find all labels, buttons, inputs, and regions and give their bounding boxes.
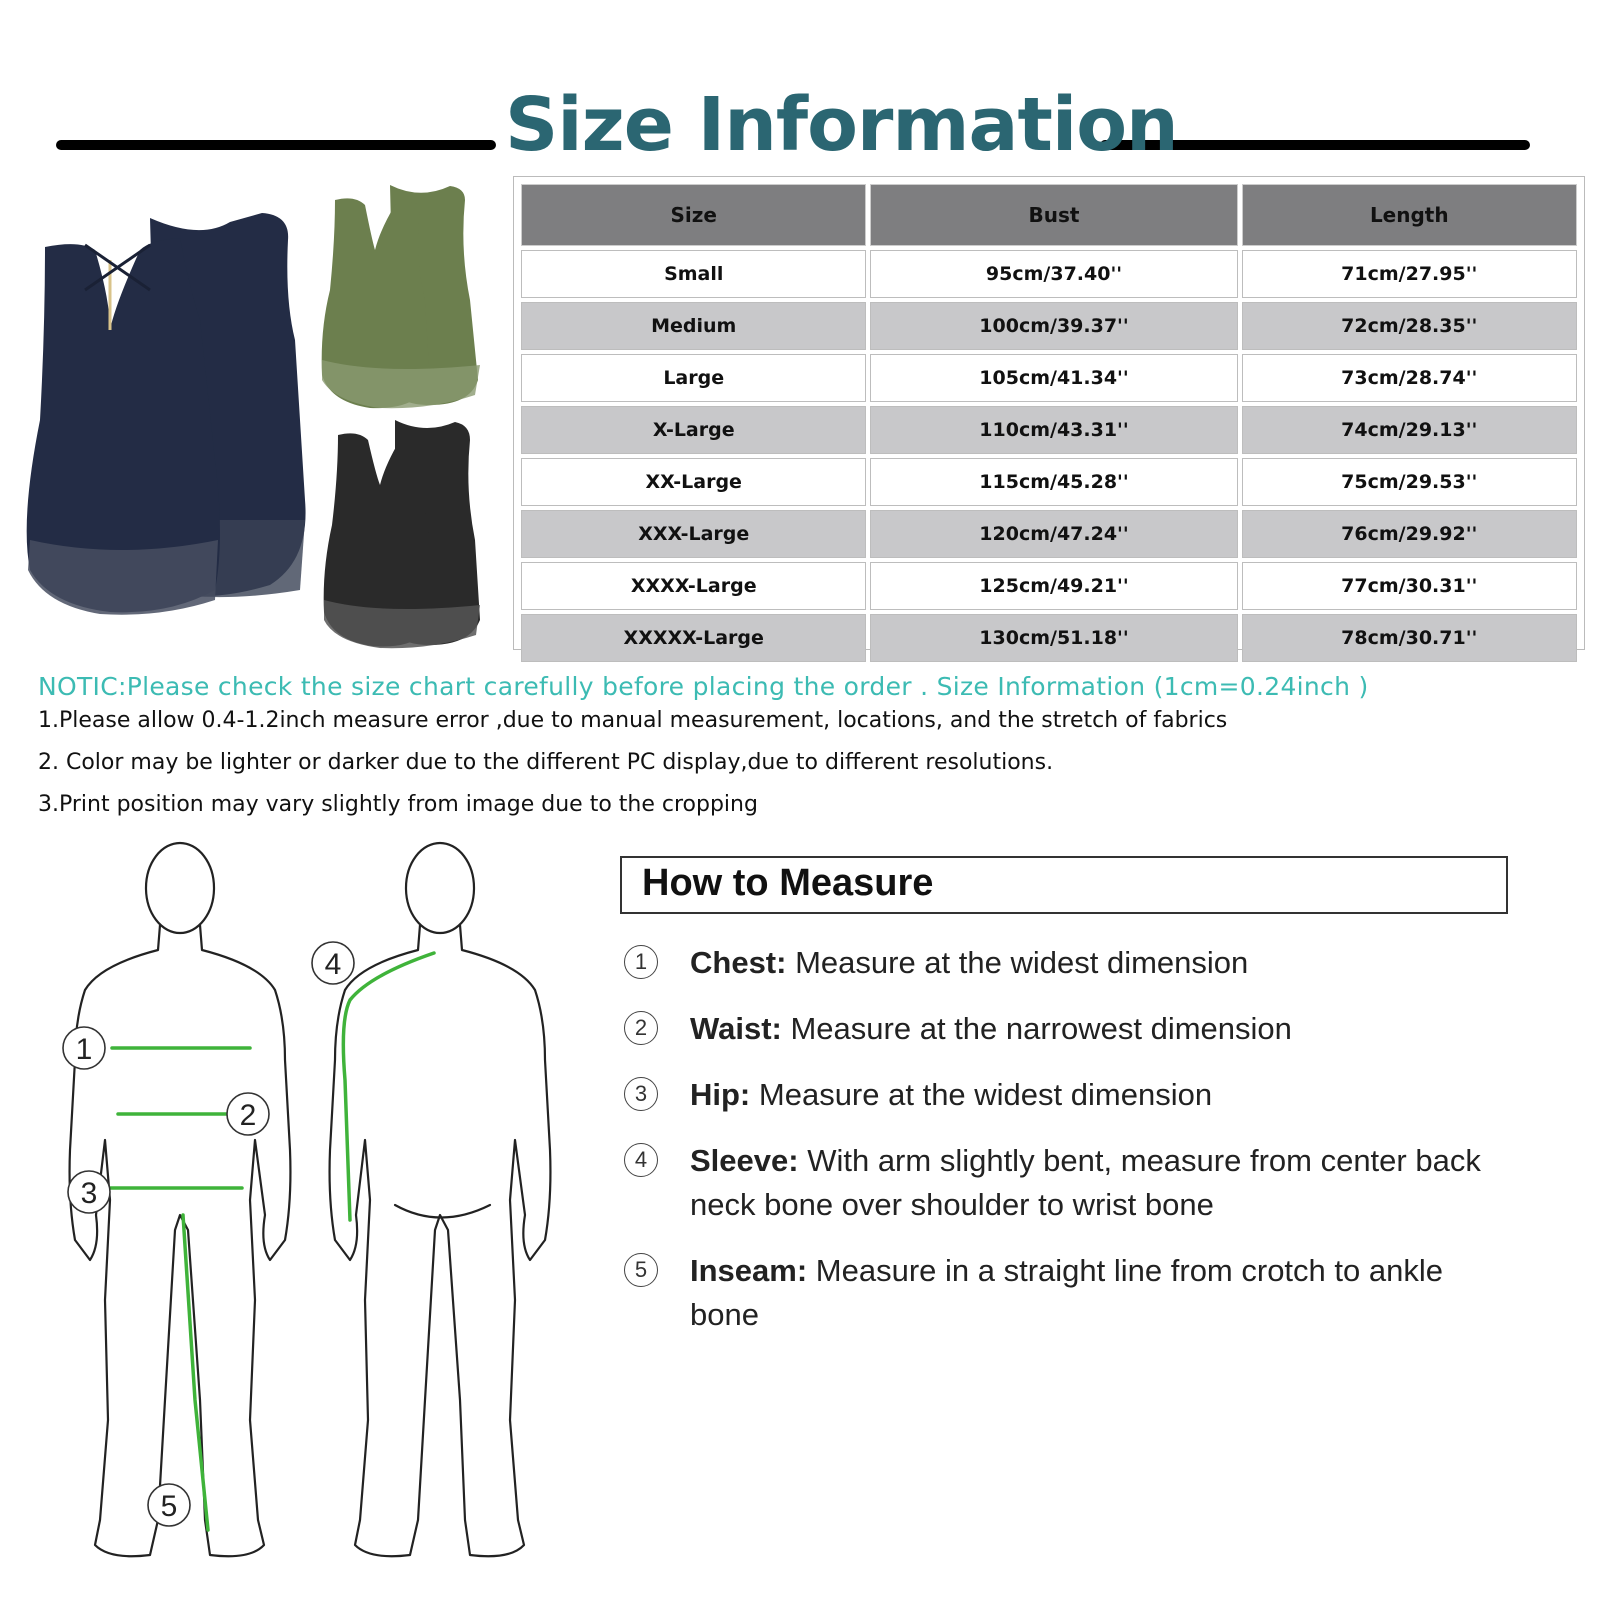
table-row — [521, 562, 1577, 610]
measure-text: Measure at the widest dimension — [795, 945, 1249, 980]
page-title: Size Information — [505, 82, 1178, 168]
measure-description — [690, 1249, 1510, 1337]
body-figures — [0, 0, 580, 1600]
note-3: 3.Print position may vary slightly from image due to the cropping — [38, 792, 758, 817]
table-row — [521, 614, 1577, 662]
figure-label-3 — [68, 1171, 110, 1213]
measure-text: Measure in a straight line from crotch to ankle bone — [690, 1253, 1443, 1332]
length-cell: 72cm/28.35'' — [1242, 302, 1577, 350]
size-table-header: Size — [521, 184, 866, 246]
svg-text:2: 2 — [239, 1099, 257, 1132]
bust-cell: 110cm/43.31'' — [870, 406, 1237, 454]
size-cell: XXXX-Large — [521, 562, 866, 610]
svg-text:1: 1 — [75, 1033, 93, 1066]
back-body-figure — [330, 843, 551, 1556]
measure-label: Inseam: — [690, 1253, 808, 1288]
table-row — [521, 250, 1577, 298]
table-row — [521, 458, 1577, 506]
table-row — [521, 354, 1577, 402]
svg-text:4: 4 — [324, 948, 342, 981]
size-cell: Medium — [521, 302, 866, 350]
length-cell: 71cm/27.95'' — [1242, 250, 1577, 298]
svg-text:5: 5 — [160, 1490, 178, 1523]
measure-label: Chest: — [690, 945, 787, 980]
measure-text: Measure at the widest dimension — [758, 1077, 1213, 1112]
note-1: 1.Please allow 0.4-1.2inch measure error ,due to manual measurement, locations, and the stretch of fabrics — [38, 708, 1228, 733]
size-cell: XXX-Large — [521, 510, 866, 558]
length-cell: 77cm/30.31'' — [1242, 562, 1577, 610]
table-row — [521, 510, 1577, 558]
table-row — [521, 406, 1577, 454]
bust-cell: 125cm/49.21'' — [870, 562, 1237, 610]
svg-text:3: 3 — [80, 1177, 98, 1210]
measure-text: Measure at the narrowest dimension — [790, 1011, 1292, 1046]
measure-label: Hip: — [690, 1077, 751, 1112]
figure-label-1 — [63, 1027, 105, 1069]
measure-description — [690, 1073, 1510, 1117]
figure-label-2 — [227, 1093, 269, 1135]
measure-description — [690, 1139, 1510, 1227]
measure-description — [690, 941, 1510, 985]
how-to-measure-header — [620, 856, 1508, 914]
measure-description — [690, 1007, 1510, 1051]
length-cell: 76cm/29.92'' — [1242, 510, 1577, 558]
length-cell: 75cm/29.53'' — [1242, 458, 1577, 506]
bust-cell: 115cm/45.28'' — [870, 458, 1237, 506]
sleeve-measure-line — [343, 953, 434, 1220]
size-table-header: Length — [1242, 184, 1577, 246]
size-table-header-row — [521, 184, 1577, 246]
measure-number: 1 — [624, 945, 658, 979]
bust-cell: 100cm/39.37'' — [870, 302, 1237, 350]
measure-label: Waist: — [690, 1011, 782, 1046]
length-cell: 73cm/28.74'' — [1242, 354, 1577, 402]
table-row — [521, 302, 1577, 350]
size-cell: X-Large — [521, 406, 866, 454]
measure-number: 2 — [624, 1011, 658, 1045]
notice-text: NOTIC:Please check the size chart carefully before placing the order . Size Information (1cm=0.24inch ) — [38, 672, 1369, 701]
bust-cell: 105cm/41.34'' — [870, 354, 1237, 402]
note-2: 2. Color may be lighter or darker due to the different PC display,due to different resolutions. — [38, 750, 1054, 775]
length-cell: 74cm/29.13'' — [1242, 406, 1577, 454]
measure-text: With arm slightly bent, measure from center back neck bone over shoulder to wrist bone — [690, 1143, 1481, 1222]
bust-cell: 130cm/51.18'' — [870, 614, 1237, 662]
bust-cell: 120cm/47.24'' — [870, 510, 1237, 558]
measure-label: Sleeve: — [690, 1143, 799, 1178]
size-table-header: Bust — [870, 184, 1237, 246]
how-to-measure-title: How to Measure — [642, 862, 934, 904]
measure-number: 5 — [624, 1253, 658, 1287]
inseam-measure-line — [183, 1215, 208, 1530]
figure-label-4 — [312, 942, 354, 984]
size-cell: Small — [521, 250, 866, 298]
size-cell: Large — [521, 354, 866, 402]
measure-number: 4 — [624, 1143, 658, 1177]
measure-number: 3 — [624, 1077, 658, 1111]
size-table — [513, 176, 1585, 650]
size-cell: XX-Large — [521, 458, 866, 506]
bust-cell: 95cm/37.40'' — [870, 250, 1237, 298]
size-cell: XXXXX-Large — [521, 614, 866, 662]
length-cell: 78cm/30.71'' — [1242, 614, 1577, 662]
figure-label-5 — [148, 1484, 190, 1526]
